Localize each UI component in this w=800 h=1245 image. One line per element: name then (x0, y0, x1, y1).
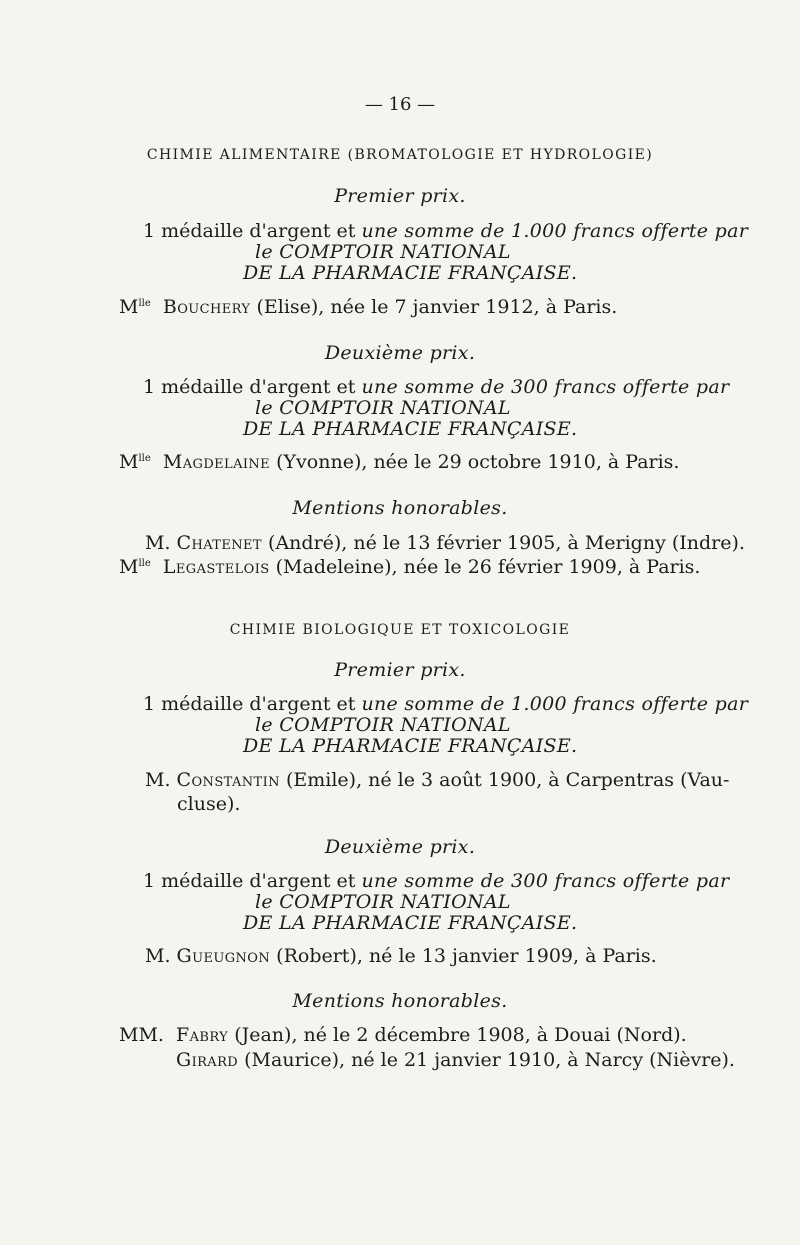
mention-entry (119, 1023, 687, 1047)
mentions-title: Mentions honorables. (292, 990, 508, 1012)
mention-entry (119, 555, 700, 579)
award-sponsor-line2: DE LA PHARMACIE FRANÇAISE. (243, 418, 578, 440)
prize-title-premier: Premier prix. (334, 185, 466, 207)
award-italic: une somme de 300 francs offerte par (361, 870, 730, 892)
mention-surname: Fabry (176, 1024, 229, 1046)
mention-title-sup: lle (138, 558, 151, 569)
award-italic: une somme de 1.000 francs offerte par (361, 693, 749, 715)
mention-surname: Girard (176, 1049, 239, 1071)
section-heading-chimie-biologique: CHIMIE BIOLOGIQUE ET TOXICOLOGIE (229, 622, 571, 638)
award-plain: 1 médaille d'argent et (143, 870, 362, 892)
winner-surname: Gueugnon (176, 945, 271, 967)
award-sponsor-line1: le COMPTOIR NATIONAL (255, 714, 511, 736)
winner-details: (Elise), née le 7 janvier 1912, à Paris. (250, 296, 618, 318)
winner-title-sup: lle (138, 453, 151, 464)
mention-title: M (119, 556, 139, 578)
award-italic: une somme de 300 francs offerte par (361, 376, 730, 398)
mention-surname: Legastelois (162, 556, 270, 578)
page-number: — 16 — (364, 94, 436, 115)
award-plain: 1 médaille d'argent et (143, 376, 362, 398)
mention-entry (145, 531, 745, 555)
mention-entry (176, 1048, 735, 1072)
winner-details: (Yvonne), née le 29 octobre 1910, à Paris. (270, 451, 680, 473)
mention-details: (Maurice), né le 21 janvier 1910, à Narcy (Nièvre). (238, 1049, 735, 1071)
award-sponsor-line2: DE LA PHARMACIE FRANÇAISE. (243, 735, 578, 757)
award-sponsor-line1: le COMPTOIR NATIONAL (255, 397, 511, 419)
award-sponsor-line2: DE LA PHARMACIE FRANÇAISE. (243, 912, 578, 934)
winner-details: (Robert), né le 13 janvier 1909, à Paris. (270, 945, 657, 967)
award-sponsor-line2: DE LA PHARMACIE FRANÇAISE. (243, 262, 578, 284)
mention-surname: Chatenet (176, 532, 262, 554)
prize-title-deuxieme: Deuxième prix. (324, 836, 476, 858)
section-heading-chimie-alimentaire: CHIMIE ALIMENTAIRE (BROMATOLOGIE ET HYDROLOGIE) (146, 147, 654, 163)
award-sponsor-line1: le COMPTOIR NATIONAL (255, 891, 511, 913)
winner-entry (145, 768, 729, 792)
winner-title: M. (145, 769, 171, 791)
mention-details: (André), né le 13 février 1905, à Merigny (Indre). (262, 532, 745, 554)
winner-entry (119, 295, 617, 319)
award-plain: 1 médaille d'argent et (143, 693, 362, 715)
winner-entry (145, 944, 657, 968)
mention-title: M. (145, 532, 171, 554)
winner-surname: Magdelaine (162, 451, 271, 473)
winner-title: M. (145, 945, 171, 967)
winner-details-continuation: cluse). (177, 793, 241, 815)
winner-title-sup: lle (138, 298, 151, 309)
winner-title: M (119, 451, 139, 473)
winner-title: M (119, 296, 139, 318)
award-sponsor-line1: le COMPTOIR NATIONAL (255, 241, 511, 263)
mention-title: MM. (119, 1024, 164, 1046)
winner-surname: Bouchery (162, 296, 251, 318)
winner-entry (119, 450, 679, 474)
winner-details: (Emile), né le 3 août 1900, à Carpentras (Vau- (279, 769, 730, 791)
mention-details: (Madeleine), née le 26 février 1909, à Paris. (269, 556, 701, 578)
winner-surname: Constantin (176, 769, 280, 791)
award-plain: 1 médaille d'argent et (143, 220, 362, 242)
prize-title-premier: Premier prix. (334, 659, 466, 681)
prize-title-deuxieme: Deuxième prix. (324, 342, 476, 364)
mentions-title: Mentions honorables. (292, 497, 508, 519)
award-italic: une somme de 1.000 francs offerte par (361, 220, 749, 242)
mention-details: (Jean), né le 2 décembre 1908, à Douai (Nord). (228, 1024, 687, 1046)
